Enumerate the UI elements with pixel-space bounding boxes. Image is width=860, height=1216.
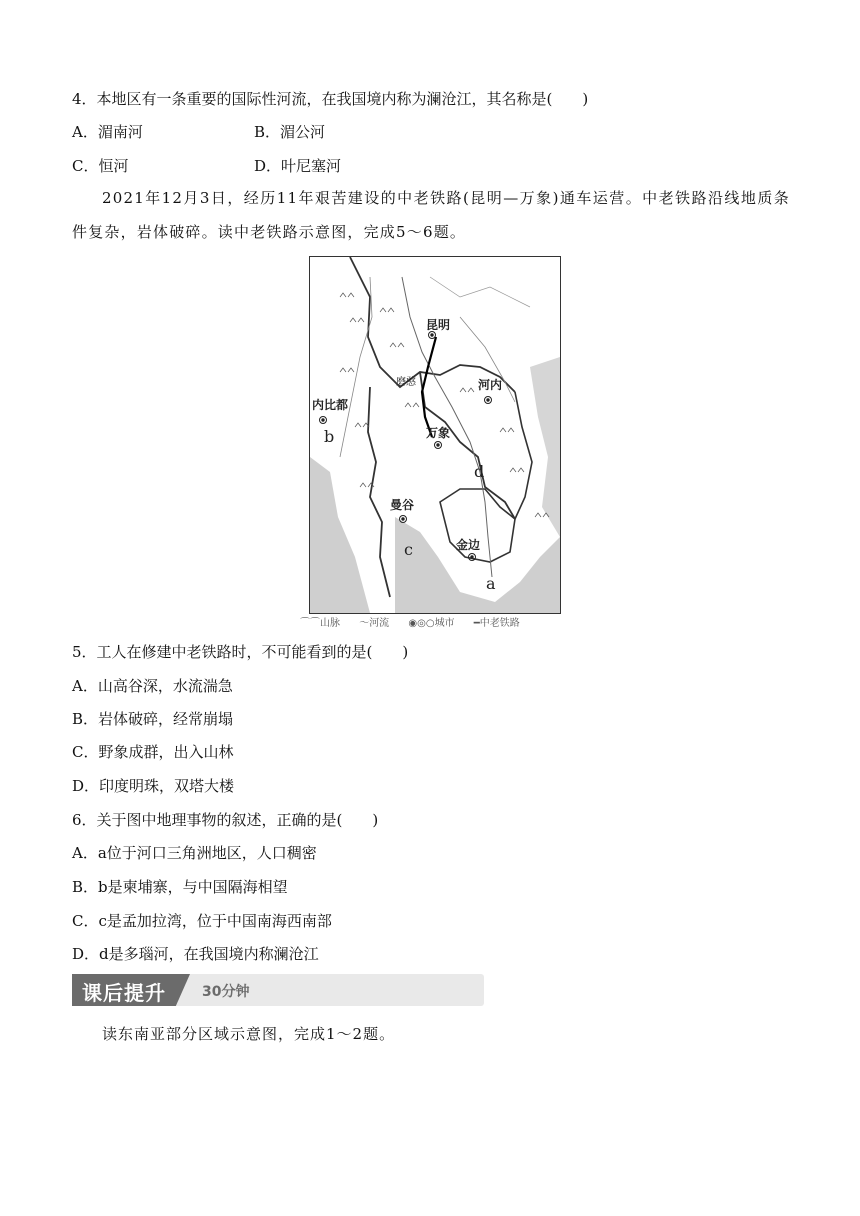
legend-city: ◉◎○城市 <box>408 618 455 629</box>
q6-option-b: B．b是柬埔寨，与中国隔海相望 <box>72 878 288 896</box>
sea-south <box>395 517 560 613</box>
city-mohan: 磨憨 <box>396 377 416 388</box>
q6-option-c: C．c是孟加拉湾，位于中国南海西南部 <box>72 912 332 930</box>
legend-railway: ━中老铁路 <box>473 618 520 629</box>
city-kunming: 昆明 <box>426 318 451 332</box>
section-title: 课后提升 <box>82 981 166 1005</box>
q5-option-c: C．野象成群，出入山林 <box>72 743 234 761</box>
sea-west <box>310 457 370 613</box>
border-vietnam <box>515 392 532 519</box>
q4-option-a: A．湄南河 <box>72 123 143 141</box>
legend-mountain: ⌒⌒山脉 <box>300 618 340 629</box>
question-4-stem: 4．本地区有一条重要的国际性河流，在我国境内称为澜沧江，其名称是( ) <box>72 90 589 108</box>
q4-option-b: B．湄公河 <box>254 123 326 141</box>
q4-option-d: D．叶尼塞河 <box>254 157 342 175</box>
map-svg <box>310 257 560 613</box>
q5-option-a: A．山高谷深，水流湍急 <box>72 677 233 695</box>
label-c: c <box>404 540 413 559</box>
q6-option-a: A．a位于河口三角洲地区，人口稠密 <box>72 844 317 862</box>
intro-paragraph: 2021年12月3日，经历11年艰苦建设的中老铁路(昆明—万象)通车运营。中老铁路沿线地质条件复杂，岩体破碎。读中老铁路示意图，完成5～6题。 <box>72 189 790 241</box>
city-naypyidaw: 内比都 <box>312 398 349 412</box>
q4-option-c: C．恒河 <box>72 157 129 175</box>
label-d: d <box>474 462 485 481</box>
tail-paragraph: 读东南亚部分区域示意图，完成1～2题。 <box>102 1025 396 1043</box>
river-north <box>430 277 530 307</box>
section-time: 30分钟 <box>202 984 250 1000</box>
question-5-stem: 5．工人在修建中老铁路时，不可能看到的是( ) <box>72 643 409 661</box>
city-hanoi: 河内 <box>478 378 503 392</box>
city-phnom-penh: 金边 <box>456 538 481 552</box>
border-myanmar <box>368 387 390 597</box>
china-laos-railway-map <box>309 256 561 614</box>
city-vientiane: 万象 <box>426 426 451 440</box>
label-a: a <box>486 574 496 593</box>
q6-option-d: D．d是多瑙河，在我国境内称澜沧江 <box>72 945 319 963</box>
section-banner <box>72 974 484 1006</box>
city-bangkok: 曼谷 <box>390 498 415 512</box>
question-6-stem: 6．关于图中地理事物的叙述，正确的是( ) <box>72 811 379 829</box>
map-legend <box>300 614 580 629</box>
legend-river: 〜河流 <box>359 618 390 629</box>
q5-option-d: D．印度明珠，双塔大楼 <box>72 777 235 795</box>
sea-east <box>530 357 560 537</box>
label-b: b <box>324 427 335 446</box>
q5-option-b: B．岩体破碎，经常崩塌 <box>72 710 234 728</box>
china-laos-railway <box>422 337 436 437</box>
